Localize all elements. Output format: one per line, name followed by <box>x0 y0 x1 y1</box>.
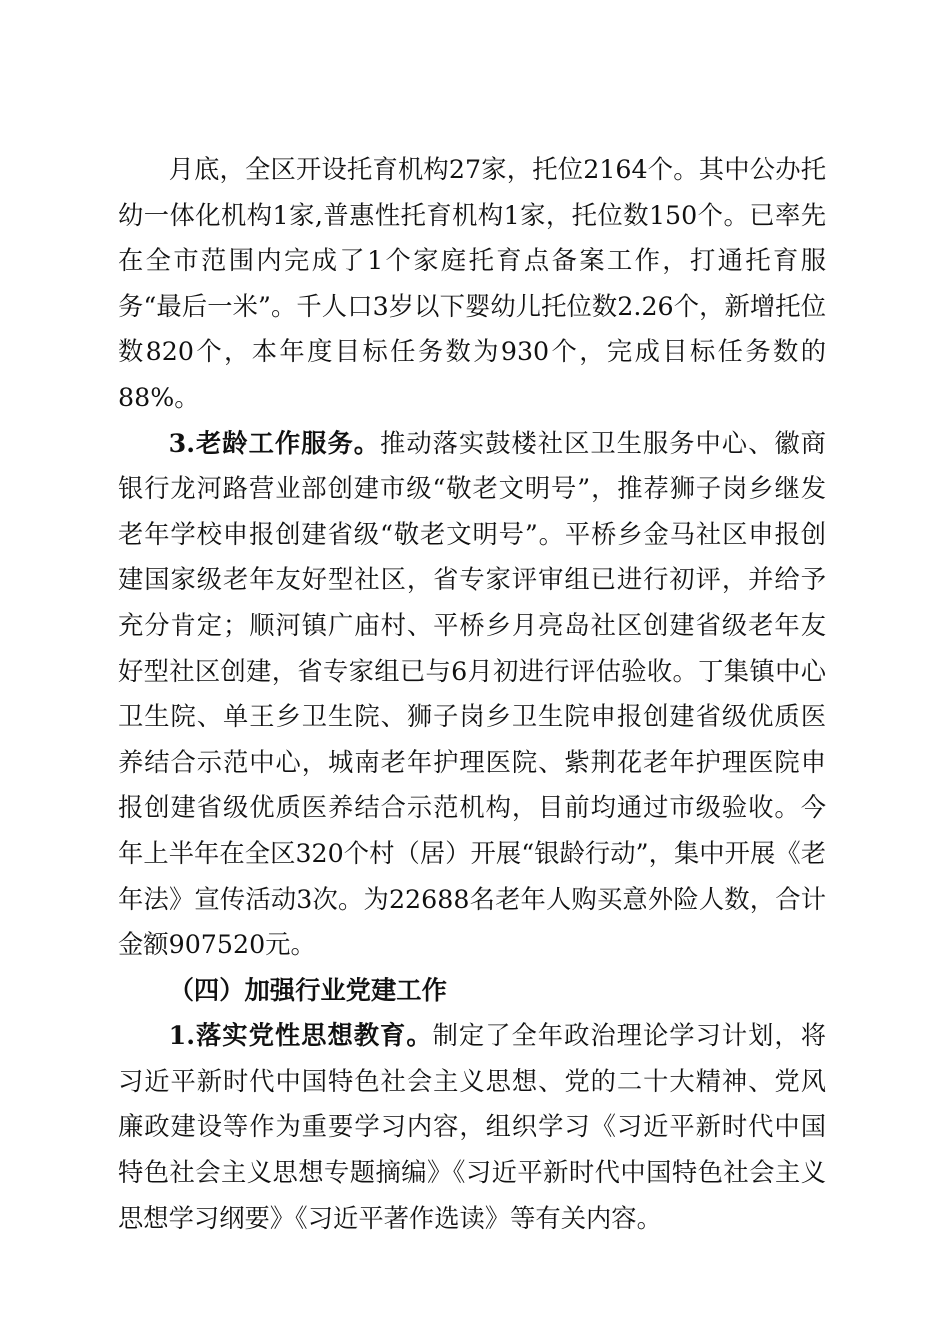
paragraph-party-education-text: 制定了全年政治理论学习计划，将习近平新时代中国特色社会主义思想、党的二十大精神、党风廉政建设等作为重要学习内容，组织学习《习近平新时代中国特色社会主义思想专题摘编》《习近平新时代中国特色社会主义思想学习纲要》《习近平著作选读》等有关内容。 <box>118 1021 826 1233</box>
section-heading-party-building: （四）加强行业党建工作 <box>168 974 447 1005</box>
paragraph-childcare-text: 月底，全区开设托育机构27家，托位2164个。其中公办托幼一体化机构1家,普惠性托育机构1家，托位数150个。已率先在全市范围内完成了1个家庭托育点备案工作，打通托育服务“最后一米”。千人口3岁以下婴幼儿托位数2.26个，新增托位数820个，本年度目标任务数为930个，完成目标任务数的88%。 <box>118 155 826 412</box>
paragraph-party-education <box>118 1013 826 1241</box>
paragraph-elderly-services-heading: 3.老龄工作服务。 <box>168 427 381 458</box>
document-page <box>118 147 826 1241</box>
paragraph-elderly-services-text: 推动落实鼓楼社区卫生服务中心、徽商银行龙河路营业部创建市级“敬老文明号”，推荐狮子岗乡继发老年学校申报创建省级“敬老文明号”。平桥乡金马社区申报创建国家级老年友好型社区，省专家评审组已进行初评，并给予充分肯定；顺河镇广庙村、平桥乡月亮岛社区创建省级老年友好型社区创建，省专家组已与6月初进行评估验收。丁集镇中心卫生院、单王乡卫生院、狮子岗乡卫生院申报创建省级优质医养结合示范中心，城南老年护理医院、紫荆花老年护理医院申报创建省级优质医养结合示范机构，目前均通过市级验收。今年上半年在全区320个村（居）开展“银龄行动”，集中开展《老年法》宣传活动3次。为22688名老年人购买意外险人数，合计金额907520元。 <box>118 428 826 960</box>
paragraph-party-education-heading: 1.落实党性思想教育。 <box>168 1020 433 1051</box>
paragraph-childcare <box>118 147 826 421</box>
paragraph-elderly-services <box>118 421 826 968</box>
